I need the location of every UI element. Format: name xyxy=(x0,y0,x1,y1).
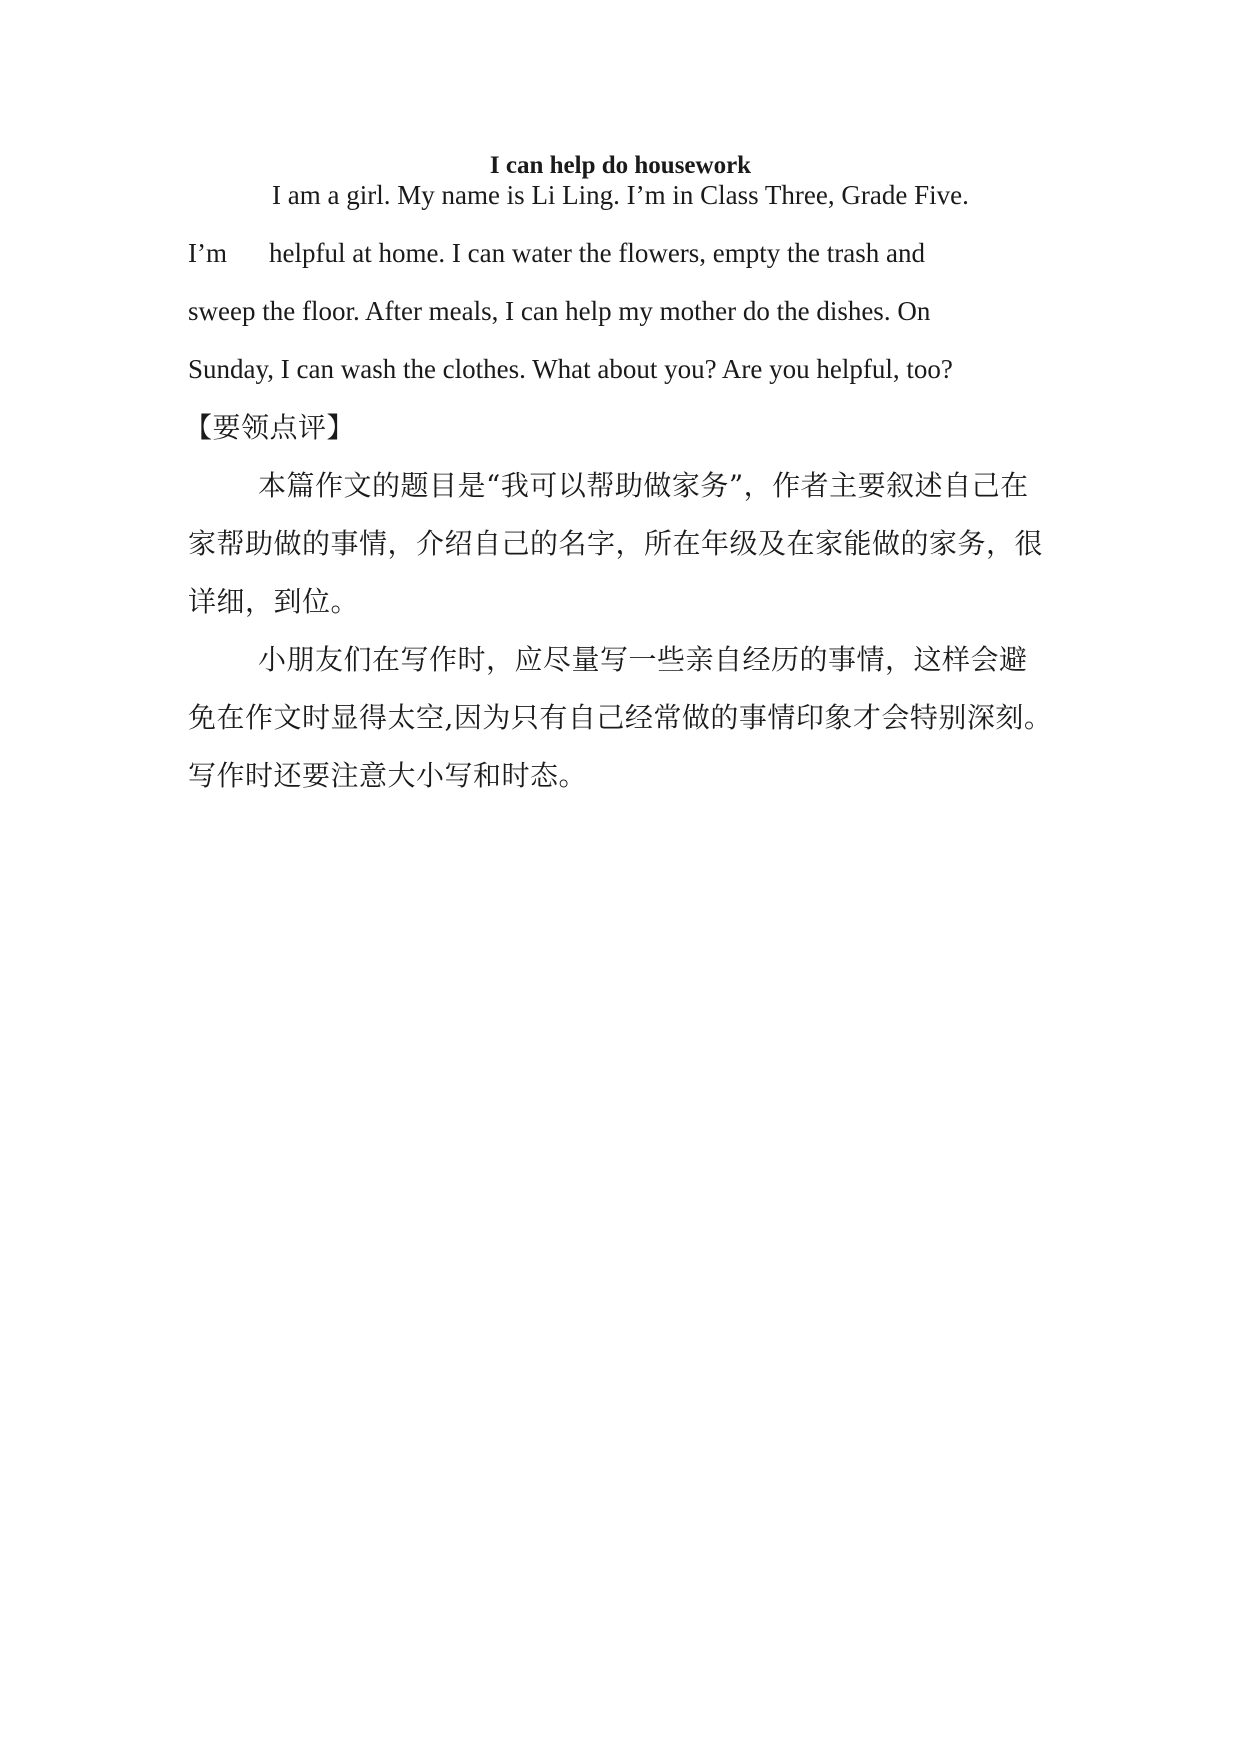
comment-heading: 【要领点评】 xyxy=(184,411,356,444)
essay-line-1: I am a girl. My name is Li Ling. I’m in Class Three, Grade Five. xyxy=(272,180,969,210)
comment-p1-line-3: 详细，到位。 xyxy=(188,585,360,618)
essay-line-4: Sunday, I can wash the clothes. What about you? Are you helpful, too? xyxy=(188,354,953,384)
essay-line-2-rest: helpful at home. I can water the flowers, empty the trash and xyxy=(268,238,925,268)
comment-p1-line-1: 本篇作文的题目是“我可以帮助做家务”，作者主要叙述自己在 xyxy=(258,469,1029,502)
essay-line-2 xyxy=(188,236,925,270)
comment-p1-line-2: 家帮助做的事情，介绍自己的名字，所在年级及在家能做的家务，很 xyxy=(188,527,1044,560)
essay-title: I can help do housework xyxy=(489,152,752,179)
essay-line-2-start: I’m xyxy=(188,238,227,268)
comment-p2-line-3: 写作时还要注意大小写和时态。 xyxy=(188,759,588,792)
comment-p2-line-2: 免在作文时显得太空,因为只有自己经常做的事情印象才会特别深刻。 xyxy=(188,701,1053,734)
essay-line-3: sweep the floor. After meals, I can help my mother do the dishes. On xyxy=(188,296,931,326)
comment-p2-line-1: 小朋友们在写作时，应尽量写一些亲自经历的事情，这样会避 xyxy=(258,643,1028,676)
